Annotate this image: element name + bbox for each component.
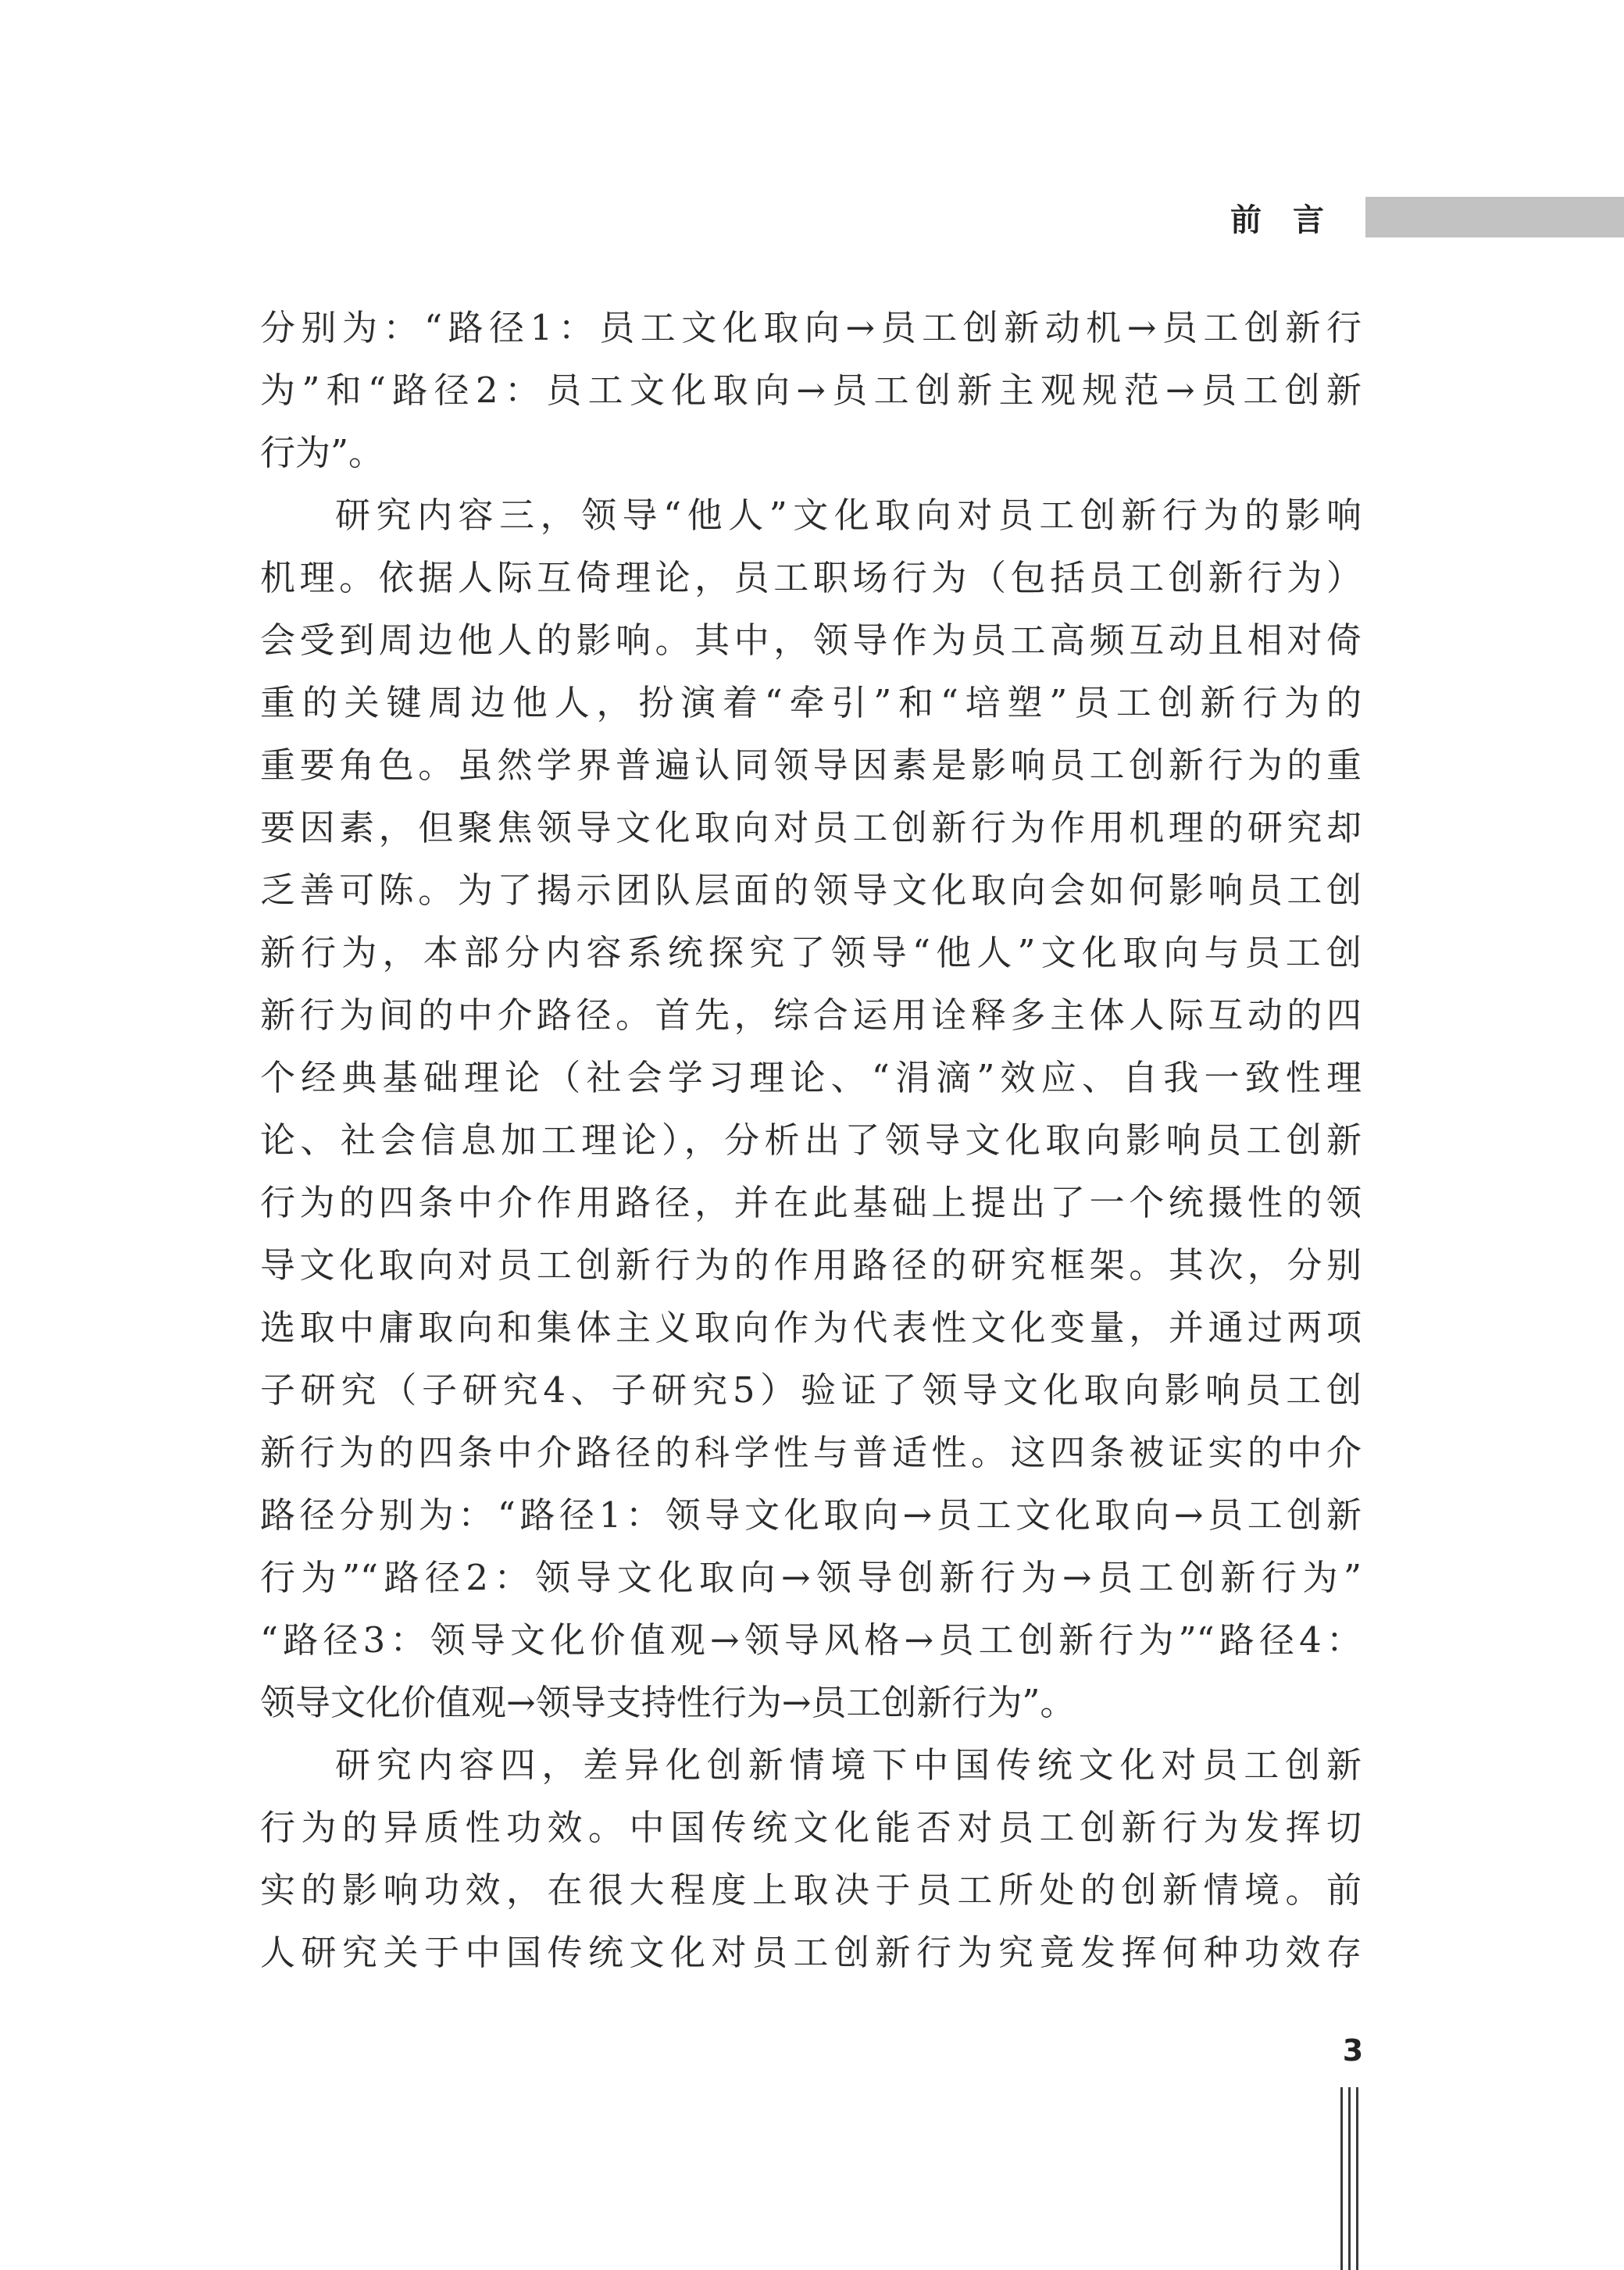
text-line: 新行为的四条中介路径的科学性与普适性。这四条被证实的中介 [260, 1432, 1362, 1473]
page-edge-rule [1348, 2087, 1351, 2270]
text-line: 选取中庸取向和集体主义取向作为代表性文化变量，并通过两项 [260, 1307, 1362, 1348]
page-edge-rule [1340, 2087, 1343, 2270]
text-line: 为”和“路径2：员工文化取向→员工创新主观规范→员工创新 [260, 369, 1362, 411]
text-line: 实的影响功效，在很大程度上取决于员工所处的创新情境。前 [260, 1869, 1362, 1911]
text-line: 人研究关于中国传统文化对员工创新行为究竟发挥何种功效存 [260, 1932, 1362, 1973]
text-line: 重要角色。虽然学界普遍认同领导因素是影响员工创新行为的重 [260, 744, 1362, 786]
text-line: 路径分别为：“路径1：领导文化取向→员工文化取向→员工创新 [260, 1494, 1362, 1536]
text-line: 重的关键周边他人，扮演着“牵引”和“培塑”员工创新行为的 [260, 682, 1362, 723]
body-text [260, 297, 1362, 1984]
page-number: 3 [1342, 2033, 1364, 2068]
text-line: 行为的异质性功效。中国传统文化能否对员工创新行为发挥切 [260, 1807, 1362, 1848]
text-line: 新行为间的中介路径。首先，综合运用诠释多主体人际互动的四 [260, 994, 1362, 1036]
text-line: 个经典基础理论（社会学习理论、“涓滴”效应、自我一致性理 [260, 1057, 1362, 1098]
text-line: 行为的四条中介作用路径，并在此基础上提出了一个统摄性的领 [260, 1182, 1362, 1223]
text-line: 机理。依据人际互倚理论，员工职场行为（包括员工创新行为） [260, 557, 1362, 598]
text-line: 行为”“路径2：领导文化取向→领导创新行为→员工创新行为” [260, 1557, 1362, 1598]
text-line: 研究内容四，差异化创新情境下中国传统文化对员工创新 [335, 1744, 1362, 1786]
text-line: 分别为：“路径1：员工文化取向→员工创新动机→员工创新行 [260, 307, 1362, 348]
text-line: 行为”。 [260, 432, 384, 473]
text-line: 新行为，本部分内容系统探究了领导“他人”文化取向与员工创 [260, 932, 1362, 973]
page-edge-rule [1356, 2087, 1358, 2270]
text-line: 研究内容三，领导“他人”文化取向对员工创新行为的影响 [335, 494, 1362, 536]
text-line: 领导文化价值观→领导支持性行为→员工创新行为”。 [260, 1682, 1076, 1723]
header-tab-bar [1365, 197, 1624, 237]
text-line: “路径3：领导文化价值观→领导风格→员工创新行为”“路径4： [260, 1619, 1362, 1661]
text-line: 论、社会信息加工理论），分析出了领导文化取向影响员工创新 [260, 1119, 1362, 1161]
running-header-title: 前言 [1230, 202, 1355, 238]
text-line: 导文化取向对员工创新行为的作用路径的研究框架。其次，分别 [260, 1244, 1362, 1286]
text-line: 子研究（子研究4、子研究5）验证了领导文化取向影响员工创 [260, 1369, 1362, 1411]
text-line: 乏善可陈。为了揭示团队层面的领导文化取向会如何影响员工创 [260, 869, 1362, 911]
text-line: 要因素，但聚焦领导文化取向对员工创新行为作用机理的研究却 [260, 807, 1362, 848]
text-line: 会受到周边他人的影响。其中，领导作为员工高频互动且相对倚 [260, 619, 1362, 661]
